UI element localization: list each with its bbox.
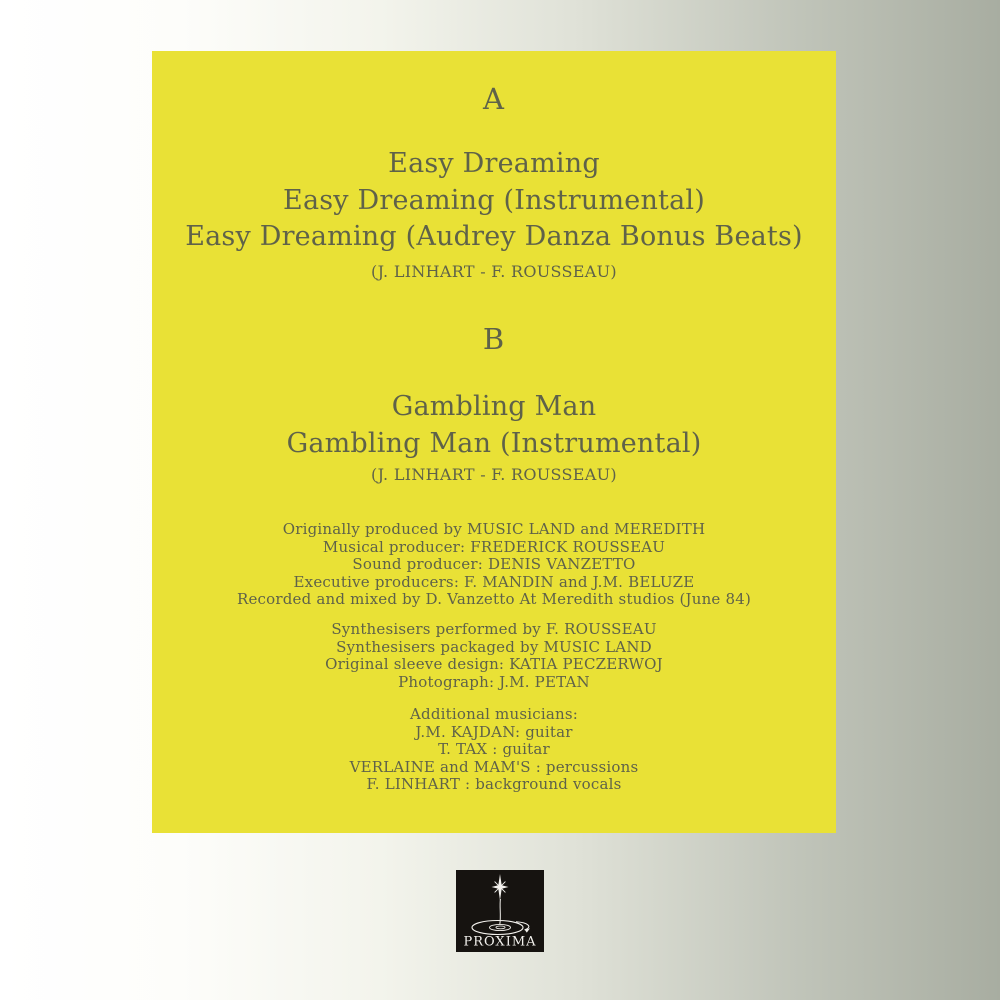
credit-line: Recorded and mixed by D. Vanzetto At Meredith studios (June 84)	[236, 590, 752, 609]
track-title: Gambling Man (Instrumental)	[286, 427, 702, 459]
credit-line: VERLAINE and MAM'S : percussions	[349, 757, 639, 776]
credit-line: Synthesisers performed by F. ROUSSEAU	[331, 620, 657, 638]
proxima-logo	[456, 870, 544, 952]
credit-line: F. LINHART : background vocals	[366, 775, 622, 794]
credit-line: Synthesisers packaged by MUSIC LAND	[336, 637, 652, 656]
credit-line: Sound producer: DENIS VANZETTO	[352, 555, 636, 574]
credit-line: Executive producers: F. MANDIN and J.M. BELUZE	[293, 572, 695, 591]
track-title: Easy Dreaming (Audrey Danza Bonus Beats)	[185, 221, 803, 252]
side-a-tracklist	[152, 146, 836, 256]
logo-wordmark: PROXIMA	[463, 934, 537, 950]
design-credits	[152, 621, 836, 691]
credit-line: Musical producer: FREDERICK ROUSSEAU	[322, 537, 666, 556]
credit-line: Additional musicians:	[410, 705, 578, 723]
credit-line: T. TAX : guitar	[438, 740, 550, 759]
side-b-tracklist	[152, 389, 836, 462]
credit-line: Photograph: J.M. PETAN	[398, 672, 590, 691]
credit-line: J.M. KAJDAN: guitar	[415, 722, 573, 741]
side-b-writers: (J. LINHART - F. ROUSSEAU)	[371, 465, 617, 484]
side-b-label: B	[482, 322, 506, 356]
record-sleeve	[152, 51, 836, 833]
track-title: Easy Dreaming	[388, 148, 600, 179]
production-credits	[152, 521, 836, 609]
side-a-label: A	[483, 82, 505, 116]
side-a-writers: (J. LINHART - F. ROUSSEAU)	[371, 262, 617, 281]
credit-line: Original sleeve design: KATIA PECZERWOJ	[325, 655, 663, 674]
credit-line: Originally produced by MUSIC LAND and MEREDITH	[282, 520, 706, 538]
track-title: Easy Dreaming (Instrumental)	[283, 184, 705, 216]
musician-credits	[152, 706, 836, 794]
track-title: Gambling Man	[391, 391, 597, 422]
